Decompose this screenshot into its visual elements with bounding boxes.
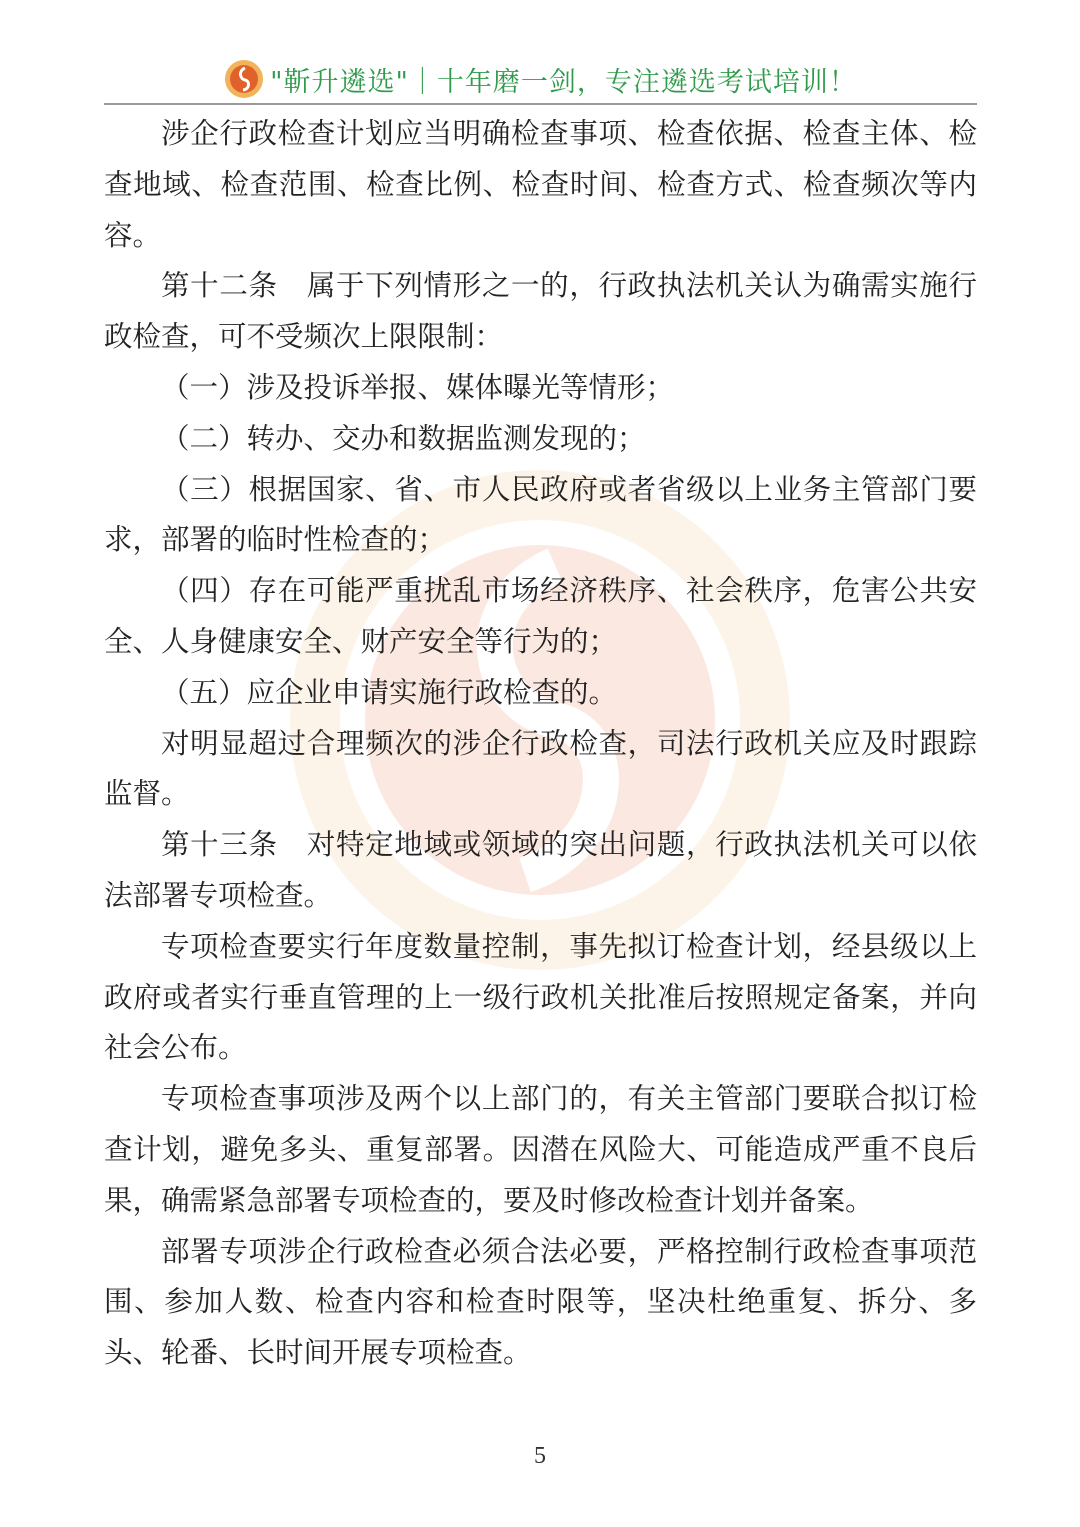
- page-number: 5: [534, 1443, 546, 1469]
- paragraph: 专项检查要实行年度数量控制，事先拟订检查计划，经县级以上政府或者实行垂直管理的上一级行政机关批准后按照规定备案，并向社会公布。: [104, 929, 977, 1065]
- document-body: [104, 109, 977, 1379]
- article-12: 第十二条 属于下列情形之一的，行政执法机关认为确需实施行政检查，可不受频次上限限制：: [104, 269, 977, 354]
- brand-logo-icon: [224, 59, 264, 99]
- paragraph: 对明显超过合理频次的涉企行政检查，司法行政机关应及时跟踪监督。: [104, 726, 977, 811]
- paragraph: 涉企行政检查计划应当明确检查事项、检查依据、检查主体、检查地域、检查范围、检查比例、检查时间、检查方式、检查频次等内容。: [104, 117, 977, 252]
- header-divider: [104, 103, 977, 105]
- list-item: （四）存在可能严重扰乱市场经济秩序、社会秩序，危害公共安全、人身健康安全、财产安全等行为的；: [104, 574, 977, 658]
- list-item: （一）涉及投诉举报、媒体曝光等情形；: [161, 370, 675, 404]
- paragraph: 专项检查事项涉及两个以上部门的，有关主管部门要联合拟订检查计划，避免多头、重复部署。因潜在风险大、可能造成严重不良后果，确需紧急部署专项检查的，要及时修改检查计划并备案。: [104, 1082, 977, 1217]
- article-13: 第十三条 对特定地域或领域的突出问题，行政执法机关可以依法部署专项检查。: [104, 828, 977, 912]
- page-header: [104, 55, 977, 103]
- list-item: （三）根据国家、省、市人民政府或者省级以上业务主管部门要求，部署的临时性检查的；: [104, 472, 977, 557]
- list-item: （二）转办、交办和数据监测发现的；: [161, 421, 646, 455]
- list-item: （五）应企业申请实施行政检查的。: [161, 675, 618, 709]
- paragraph: 部署专项涉企行政检查必须合法必要，严格控制行政检查事项范围、参加人数、检查内容和检查时限等，坚决杜绝重复、拆分、多头、轮番、长时间开展专项检查。: [104, 1234, 977, 1370]
- header-slogan: "靳升遴选"｜十年磨一剑，专注遴选考试培训！: [270, 66, 857, 98]
